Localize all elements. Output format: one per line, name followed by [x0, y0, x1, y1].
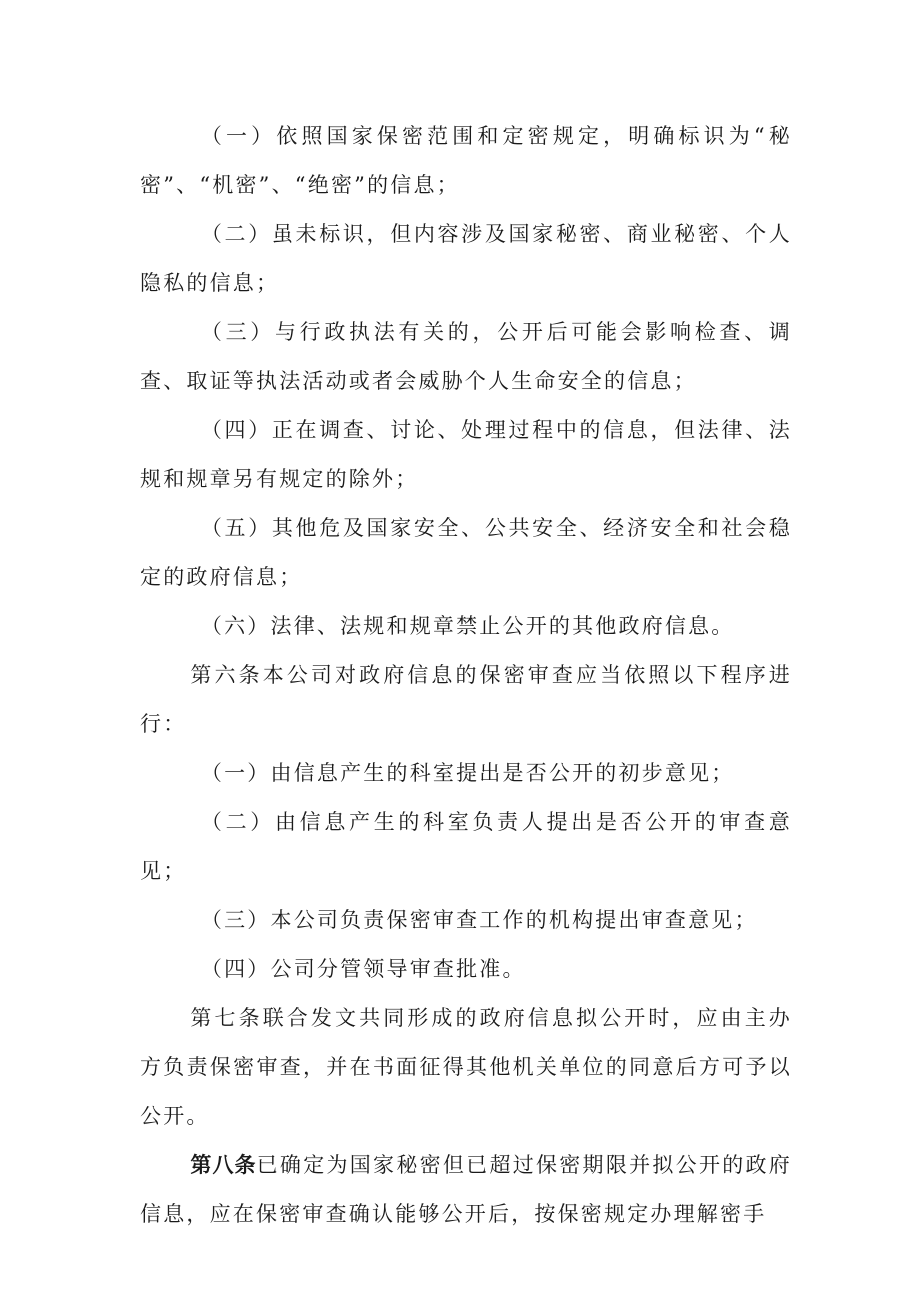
item-a-2: （二）虽未标识，但内容涉及国家秘密、商业秘密、个人隐私的信息； — [140, 222, 792, 295]
article-8 — [140, 1141, 792, 1239]
article-7: 第七条联合发文共同形成的政府信息拟公开时，应由主办方负责保密审查，并在书面征得其他机关单位的同意后方可予以公开。 — [140, 1006, 792, 1128]
item-b-2: （二）由信息产生的科室负责人提出是否公开的审查意见； — [140, 810, 792, 883]
document-body — [140, 112, 792, 1239]
article-6: 第六条本公司对政府信息的保密审查应当依照以下程序进行： — [140, 663, 792, 736]
item-b-1: （一）由信息产生的科室提出是否公开的初步意见； — [200, 761, 735, 785]
item-a-1: （一）依照国家保密范围和定密规定，明确标识为“秘密”、“机密”、“绝密”的信息； — [140, 124, 792, 197]
item-a-4: （四）正在调查、讨论、处理过程中的信息，但法律、法规和规章另有规定的除外； — [140, 418, 792, 491]
article-8-body: 已确定为国家秘密但已超过保密期限并拟公开的政府信息，应在保密审查确认能够公开后，按保密规定办理解密手 — [140, 1153, 792, 1226]
item-a-3: （三）与行政执法有关的，公开后可能会影响检查、调查、取证等执法活动或者会威胁个人生命安全的信息； — [140, 320, 792, 393]
article-8-heading: 第八条 — [190, 1153, 257, 1177]
item-b-4: （四）公司分管领导审查批准。 — [200, 957, 526, 981]
item-a-6: （六）法律、法规和规章禁止公开的其他政府信息。 — [200, 614, 735, 638]
item-a-5: （五）其他危及国家安全、公共安全、经济安全和社会稳定的政府信息； — [140, 516, 792, 589]
item-b-3: （三）本公司负责保密审查工作的机构提出审查意见； — [200, 908, 758, 932]
